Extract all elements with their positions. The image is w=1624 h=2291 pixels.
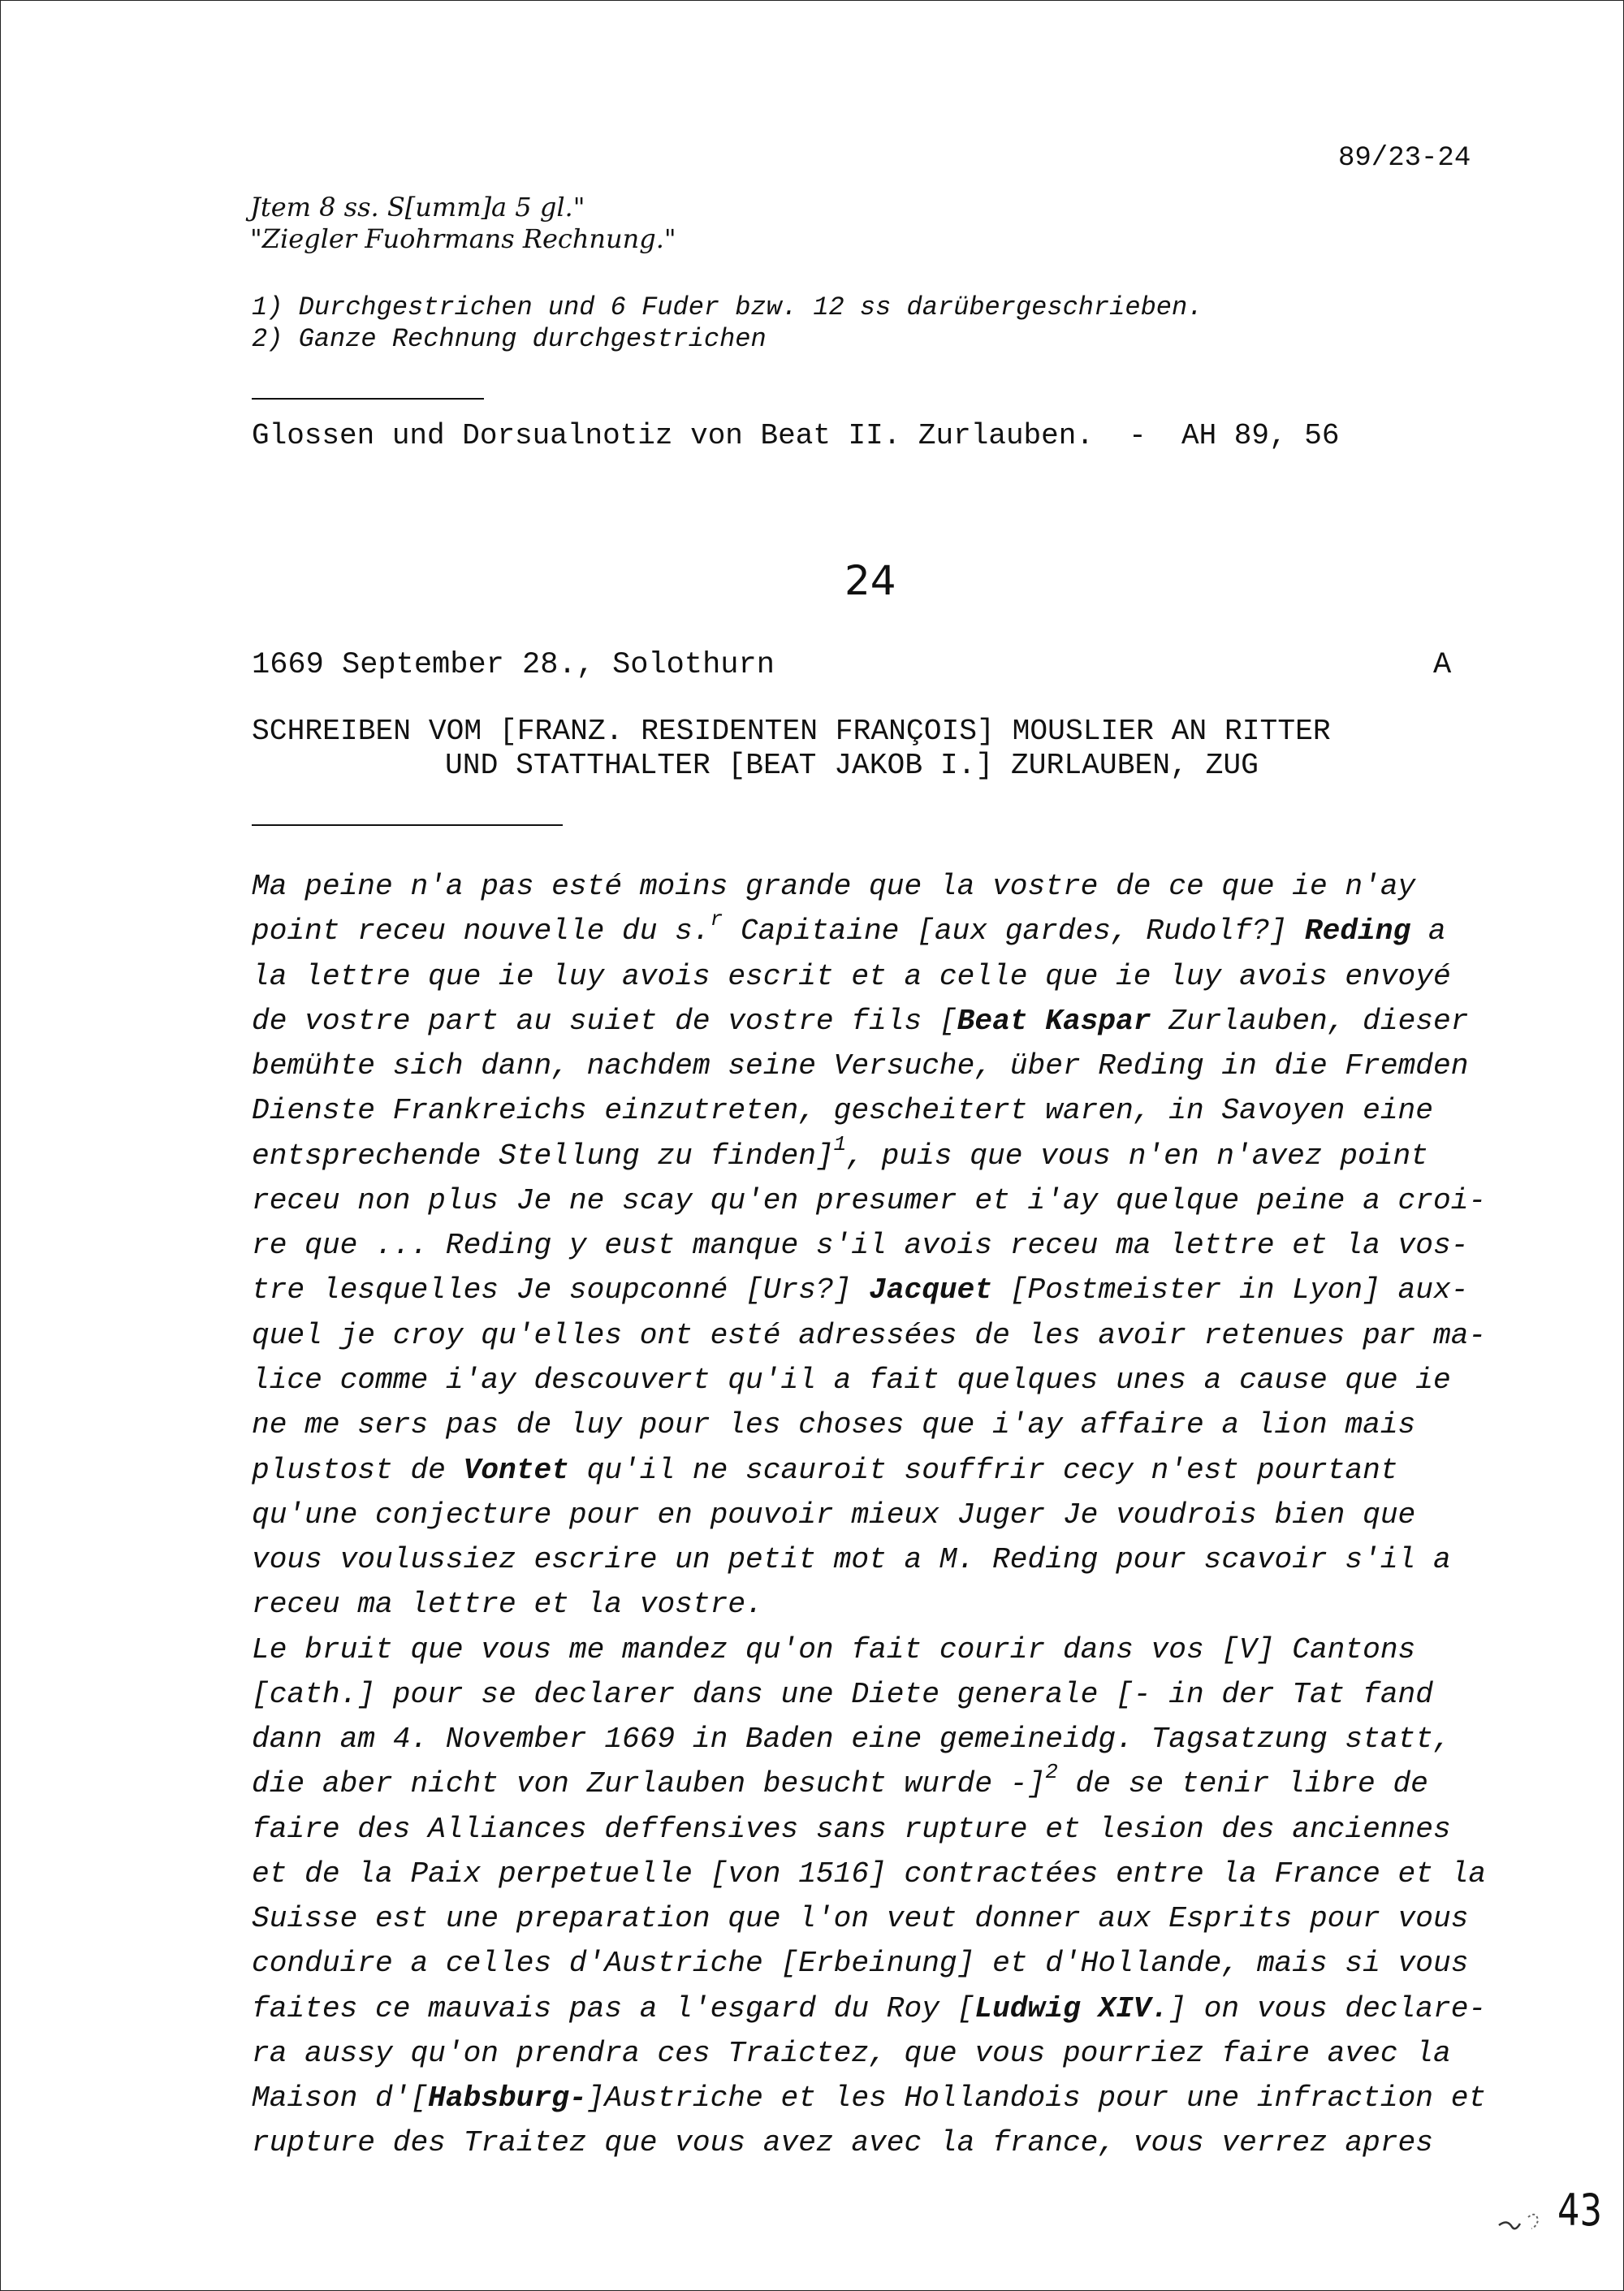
- body-line: receu non plus Je ne scay qu'en presumer et i'ay quelque peine a croi-: [252, 1184, 1487, 1217]
- superscript: 2: [1045, 1759, 1058, 1784]
- superscript: r: [710, 906, 723, 932]
- handwritten-line-1: Jtem 8 ss. S[umm]a 5 gl.": [250, 192, 585, 223]
- document-class: A: [1433, 648, 1452, 682]
- body-line: et de la Paix perpetuelle [von 1516] contractées entre la France et la: [252, 1857, 1487, 1891]
- document-title-line-2: UND STATTHALTER [BEAT JAKOB I.] ZURLAUBEN, ZUG: [445, 749, 1259, 782]
- body-line: Ma peine n'a pas esté moins grande que la vostre de ce que ie n'ay: [252, 870, 1416, 903]
- body-line: receu ma lettre et la vostre.: [252, 1588, 763, 1621]
- handwritten-page-number: 43: [1557, 2185, 1602, 2236]
- body-line: die aber nicht von Zurlauben besucht wurde -]$^2$ de se tenir libre de: [252, 1759, 1428, 1800]
- body-line: faire des Alliances deffensives sans rupture et lesion des anciennes: [252, 1813, 1451, 1846]
- body-line: Dienste Frankreichs einzutreten, gescheitert waren, in Savoyen eine: [252, 1094, 1433, 1127]
- handwritten-scribble-icon: [1496, 2202, 1553, 2235]
- footnote-2: 2) Ganze Rechnung durchgestrichen: [252, 324, 767, 354]
- body-line: faites ce mauvais pas a l'esgard du Roy [Ludwig XIV.] on vous declare-: [252, 1992, 1487, 2025]
- body-line: plustost de Vontet qu'il ne scauroit souffrir cecy n'est pourtant: [252, 1454, 1398, 1487]
- body-line: rupture des Traitez que vous avez avec la france, vous verrez apres: [252, 2126, 1433, 2159]
- body-line: lice comme i'ay descouvert qu'il a fait quelques unes a cause que ie: [252, 1364, 1451, 1397]
- bold-name: Beat Kaspar: [957, 1005, 1151, 1038]
- page-reference: 89/23-24: [1338, 143, 1471, 174]
- body-line: [cath.] pour se declarer dans une Diete generale [- in der Tat fand: [252, 1678, 1433, 1711]
- body-line: quel je croy qu'elles ont esté adressées de les avoir retenues par ma-: [252, 1319, 1487, 1352]
- body-line: re que ... Reding y eust manque s'il avois receu ma lettre et la vos-: [252, 1229, 1469, 1262]
- handwritten-line-2: "Ziegler Fuohrmans Rechnung.": [250, 223, 676, 254]
- bold-name: Habsburg-: [428, 2081, 587, 2115]
- body-line: Le bruit que vous me mandez qu'on fait courir dans vos [V] Cantons: [252, 1633, 1416, 1666]
- body-line: tre lesquelles Je soupconné [Urs?] Jacquet [Postmeister in Lyon] aux-: [252, 1273, 1469, 1307]
- bold-name: Reding: [1304, 914, 1411, 948]
- body-line: vous voulussiez escrire un petit mot a M. Reding pour scavoir s'il a: [252, 1543, 1451, 1576]
- gloss-note: Glossen und Dorsualnotiz von Beat II. Zurlauben. - AH 89, 56: [252, 419, 1340, 452]
- body-line: point receu nouvelle du s.$^r$ Capitaine [aux gardes, Rudolf?] Reding a: [252, 906, 1446, 948]
- footnote-1: 1) Durchgestrichen und 6 Fuder bzw. 12 ss darübergeschrieben.: [252, 292, 1203, 322]
- body-line: bemühte sich dann, nachdem seine Versuche, über Reding in die Fremden: [252, 1049, 1469, 1083]
- body-line: ra aussy qu'on prendra ces Traictez, que vous pourriez faire avec la: [252, 2037, 1451, 2070]
- body-line: de vostre part au suiet de vostre fils [Beat Kaspar Zurlauben, dieser: [252, 1005, 1469, 1038]
- bold-name: Ludwig XIV.: [974, 1992, 1169, 2025]
- body-line: la lettre que ie luy avois escrit et a celle que ie luy avois envoyé: [252, 960, 1451, 993]
- body-line: conduire a celles d'Austriche [Erbeinung] et d'Hollande, mais si vous: [252, 1947, 1469, 1980]
- document-number: 24: [844, 557, 896, 604]
- bold-name: Jacquet: [869, 1273, 993, 1307]
- superscript: 1: [833, 1131, 847, 1156]
- title-divider: [252, 824, 563, 826]
- body-line: entsprechende Stellung zu finden]$^1$, puis que vous n'en n'avez point: [252, 1131, 1428, 1173]
- body-line: ne me sers pas de luy pour les choses que i'ay affaire a lion mais: [252, 1408, 1416, 1442]
- footnote-divider: [252, 398, 484, 400]
- body-line: qu'une conjecture pour en pouvoir mieux Juger Je voudrois bien que: [252, 1498, 1416, 1532]
- body-line: dann am 4. November 1669 in Baden eine gemeineidg. Tagsatzung statt,: [252, 1723, 1451, 1756]
- bold-name: Vontet: [463, 1454, 569, 1487]
- date-place: 1669 September 28., Solothurn: [252, 648, 775, 682]
- document-title-line-1: SCHREIBEN VOM [FRANZ. RESIDENTEN FRANÇOIS] MOUSLIER AN RITTER: [252, 715, 1331, 748]
- body-line: Suisse est une preparation que l'on veut donner aux Esprits pour vous: [252, 1902, 1469, 1935]
- body-line: Maison d'[Habsburg-]Austriche et les Hollandois pour une infraction et: [252, 2081, 1487, 2115]
